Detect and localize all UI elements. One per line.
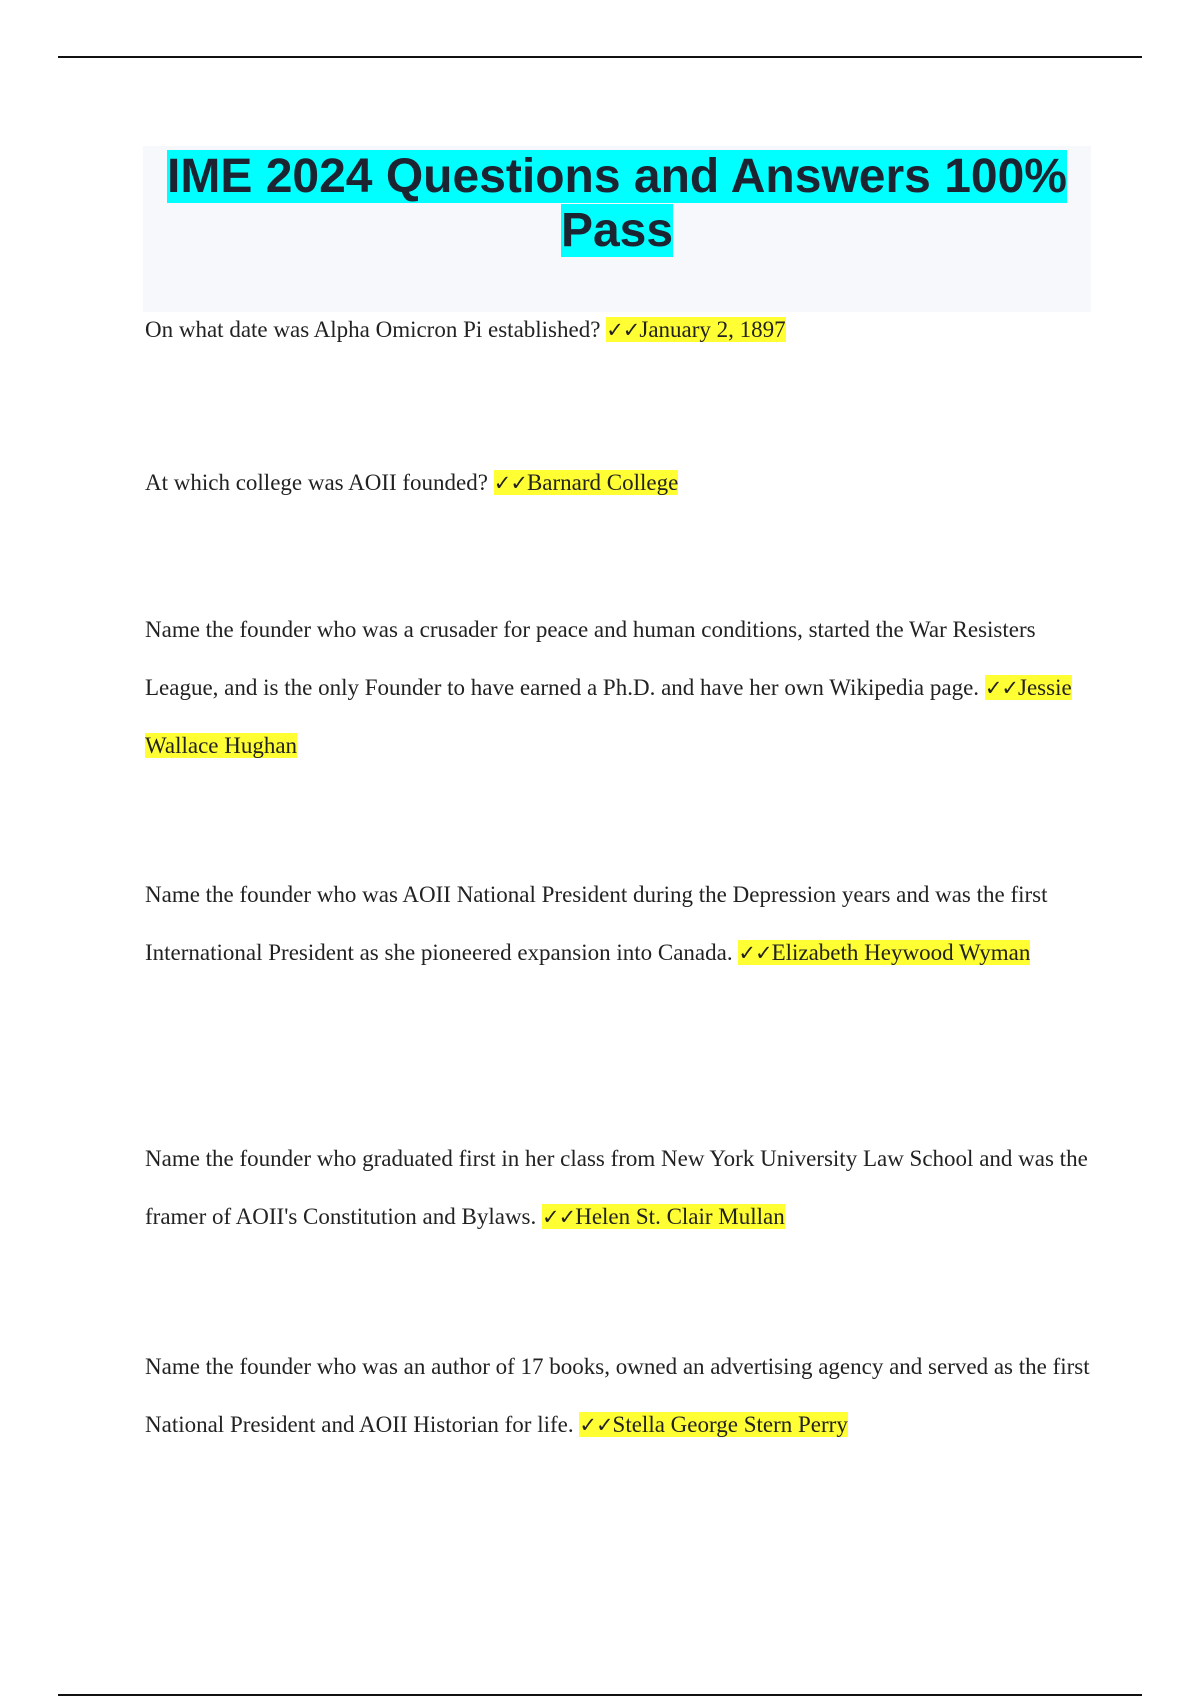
double-check-icon: ✓✓: [606, 318, 640, 342]
answer-text: Elizabeth Heywood Wyman: [771, 940, 1031, 965]
qa-item-6: [145, 1338, 1095, 1454]
answer-highlight: [542, 1204, 785, 1229]
title-box: [143, 146, 1091, 312]
qa-item-5: [145, 1130, 1095, 1246]
question-text: Name the founder who was AOII National President during the Depression years and was the first International President as she pioneered expansion into Canada.: [145, 882, 1048, 965]
answer-text: Stella George Stern Perry: [612, 1412, 848, 1437]
question-text: Name the founder who graduated first in her class from New York University Law School and was the framer of AOII's Constitution and Bylaws.: [145, 1146, 1088, 1229]
answer-highlight: [494, 470, 679, 495]
top-rule: [58, 56, 1142, 58]
answer-highlight: [579, 1412, 847, 1437]
double-check-icon: ✓✓: [579, 1413, 613, 1437]
qa-item-1: [145, 301, 1095, 359]
question-text: Name the founder who was an author of 17 books, owned an advertising agency and served as the first National President and AOII Historian for life.: [145, 1354, 1090, 1437]
question-text: On what date was Alpha Omicron Pi established?: [145, 317, 601, 342]
double-check-icon: ✓✓: [542, 1205, 576, 1229]
question-text: Name the founder who was a crusader for peace and human conditions, started the War Resisters League, and is the only Founder to have earned a Ph.D. and have her own Wikipedia page.: [145, 617, 1036, 700]
qa-item-4: [145, 866, 1095, 982]
answer-text: Helen St. Clair Mullan: [575, 1204, 785, 1229]
page-title: [143, 146, 1091, 258]
answer-text: January 2, 1897: [639, 317, 786, 342]
bottom-rule: [58, 1694, 1142, 1696]
question-text: At which college was AOII founded?: [145, 470, 488, 495]
double-check-icon: ✓✓: [984, 676, 1019, 700]
qa-item-3: [145, 601, 1095, 775]
answer-highlight: [738, 940, 1030, 965]
double-check-icon: ✓✓: [738, 941, 772, 965]
answer-highlight: [606, 317, 785, 342]
answer-text: Barnard College: [526, 470, 679, 495]
answer-text: Jessie Wallace Hughan: [145, 675, 1072, 758]
page-title-text: IME 2024 Questions and Answers 100% Pass: [167, 150, 1067, 257]
qa-item-2: [145, 454, 1095, 512]
double-check-icon: ✓✓: [493, 471, 527, 495]
